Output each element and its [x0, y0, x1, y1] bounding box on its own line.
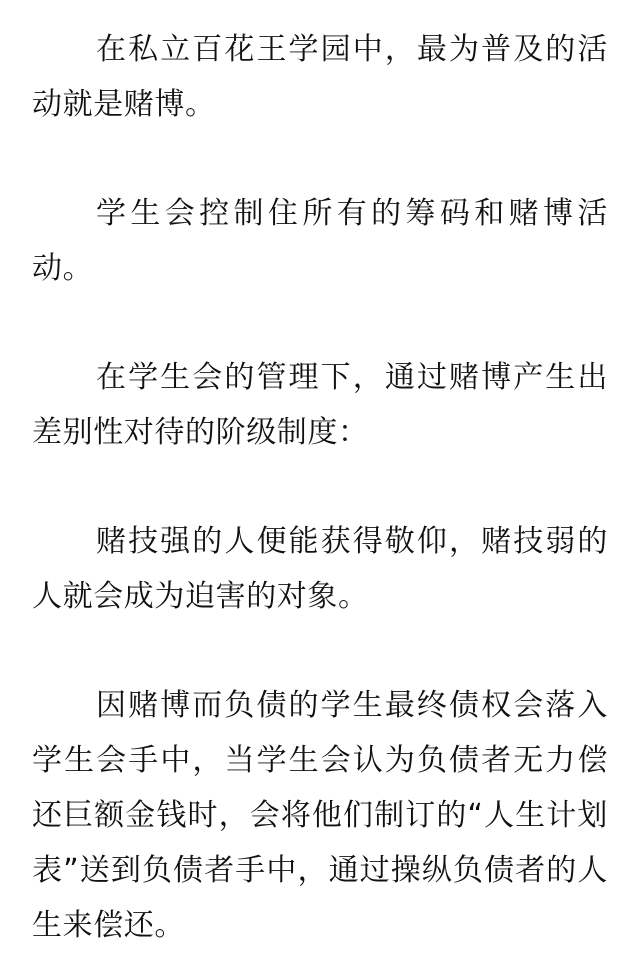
- paragraph-respect-and-persecution: 赌技强的人便能获得敬仰，赌技弱的人就会成为迫害的对象。: [32, 524, 608, 614]
- paragraph-class-system: 在学生会的管理下，通过赌博产生出差别性对待的阶级制度：: [32, 360, 608, 450]
- paragraph-gambling-intro: 在私立百花王学园中，最为普及的活动就是赌博。: [32, 32, 608, 122]
- article-body: [32, 22, 608, 953]
- paragraph-student-council-control: 学生会控制住所有的筹码和赌博活动。: [32, 196, 608, 286]
- paragraph-life-plan: 因赌博而负债的学生最终债权会落入学生会手中，当学生会认为负债者无力偿还巨额金钱时，会将他们制订的“人生计划表”送到负债者手中，通过操纵负债者的人生来偿还。: [32, 688, 608, 943]
